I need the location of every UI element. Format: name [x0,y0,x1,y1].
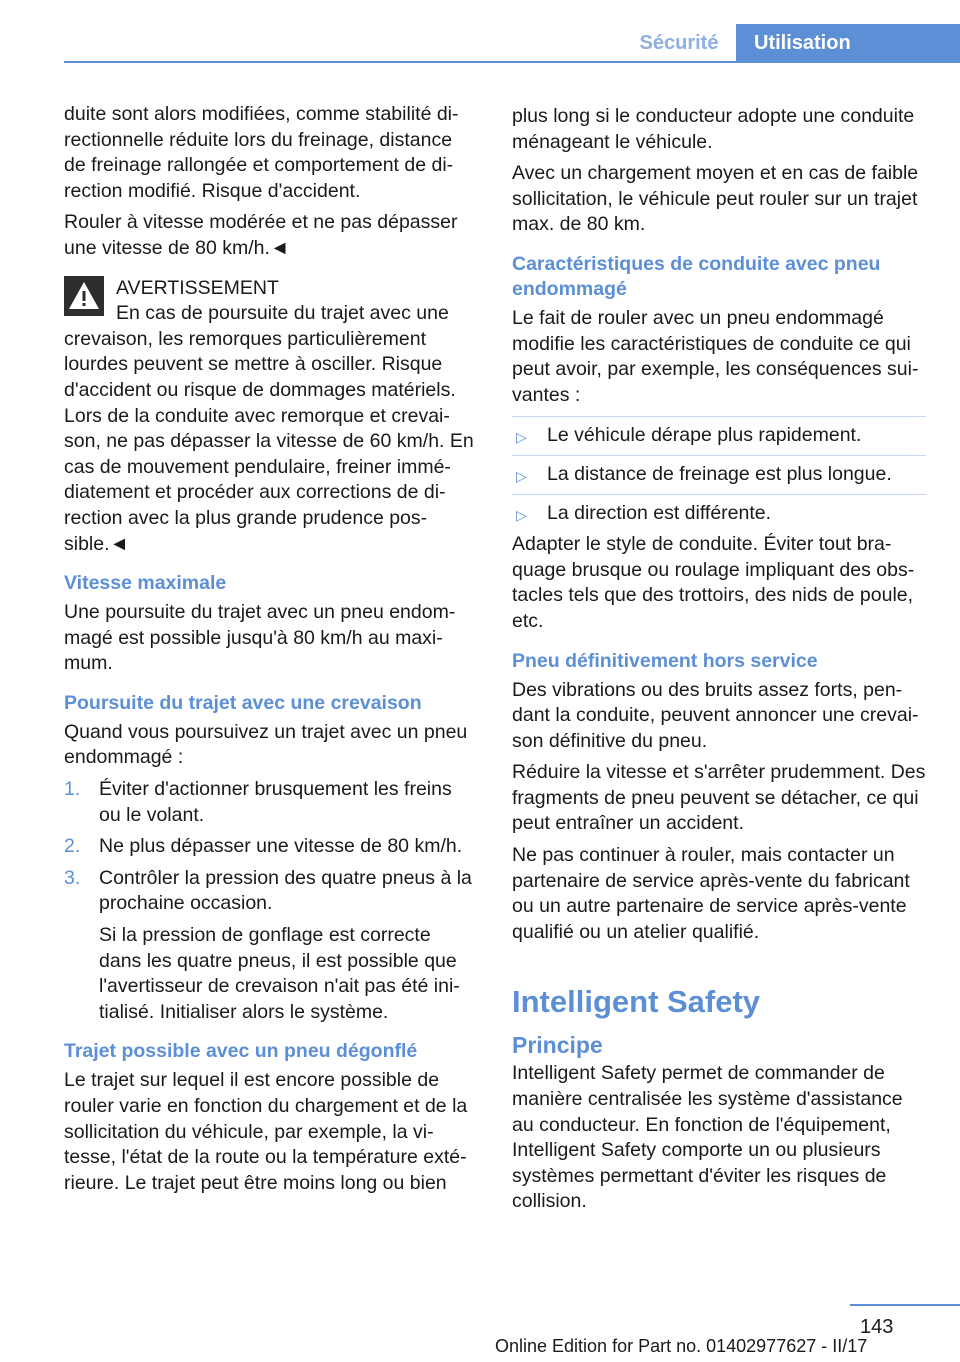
chapter-heading: Intelligent Safety [512,984,761,1020]
section-heading: Trajet possible avec un pneu dégonflé [64,1040,418,1063]
list-item [64,777,478,828]
triangle-bullet-icon: ▷ [516,467,527,484]
section-heading: Pneu définitivement hors service [512,649,818,672]
tab-utilisation[interactable]: Utilisation [736,24,960,62]
list-number: 3. [64,866,81,889]
paragraph: Intelligent Safety permet de commander de manière centralisée les système d'assistance au conducteur. En fonction de l'équipement, Intelligent Safety comporte un ou plusieurs systèmes permettant d'éviter les risques de collision. [512,1062,903,1213]
section-heading: Caractéristiques de conduite avec pneu endommagé [512,252,881,300]
paragraph: duite sont alors modifiées, comme stabilité di-rectionnelle réduite lors du freinage, distance de freinage rallongée et comportement de di-rection modifié. Risque d'accident. [64,103,459,202]
paragraph: Avec un chargement moyen et en cas de faible sollicitation, le véhicule peut rouler sur un trajet max. de 80 km. [512,162,919,236]
triangle-bullet-icon: ▷ [516,429,527,446]
triangle-bullet-icon: ▷ [516,506,527,523]
paragraph: Adapter le style de conduite. Éviter tout bra-quage brusque ou roulage impliquant des obs-tacles tels que des trottoirs, des nids de poule, etc. [512,533,915,632]
list-item-text: Le véhicule dérape plus rapidement. [547,424,862,447]
list-item-text: Contrôler la pression des quatre pneus à la prochaine occasion. [99,866,472,915]
list-item-text: La distance de freinage est plus longue. [547,462,892,485]
list-item [64,866,478,1026]
list-item [512,455,926,488]
list-item [512,416,926,449]
warning-block [64,276,478,558]
right-column [512,104,926,1221]
list-number: 1. [64,778,81,801]
numbered-list [64,777,478,1025]
list-item-text: Éviter d'actionner brusquement les freins ou le volant. [99,778,452,826]
list-item [512,494,926,527]
paragraph: Réduire la vitesse et s'arrêter prudemment. Des fragments de pneu peuvent se détacher, ce qui peut entraîner un accident. [512,761,926,835]
list-item [64,834,478,860]
tab-securite[interactable]: Sécurité [624,24,734,62]
warning-text-first: En cas de poursuite du trajet avec une [116,302,449,325]
list-item-text: La direction est différente. [547,501,772,524]
warning-triangle-icon [64,276,104,316]
paragraph: Des vibrations ou des bruits assez forts, pen-dant la conduite, peuvent annoncer une crevai-son définitive du pneu. [512,678,919,752]
list-item-text: Ne plus dépasser une vitesse de 80 km/h. [99,835,463,858]
section-heading: Vitesse maximale [64,572,227,595]
bullet-list [512,416,926,526]
paragraph: Ne pas continuer à rouler, mais contacter un partenaire de service après-vente du fabricant ou un autre partenaire de service après-vente qualifié ou un atelier qualifié. [512,844,910,943]
paragraph: Rouler à vitesse modérée et ne pas dépasser une vitesse de 80 km/h.◄ [64,211,458,259]
paragraph: Le trajet sur lequel il est encore possible de rouler varie en fonction du chargement et de la sollicitation du véhicule, par exemple, la vi-tesse, l'état de la route ou la température exté-rieure. Le trajet peut être moins long ou bien [64,1069,468,1194]
edition-footer: Online Edition for Part no. 01402977627 - II/17 [495,1336,868,1356]
warning-title: AVERTISSEMENT [116,276,279,299]
subsection-heading: Principe [512,1032,603,1059]
page-number: 143 [860,1316,894,1338]
warning-text: crevaison, les remorques particulièrement lourdes peuvent se mettre à osciller. Risque d'accident ou risque de dommages matériels. Lors de la conduite avec remorque et crevai-son, ne pas dépasser la vitesse de 60 km/h. En cas de mouvement pendulaire, freiner immé-diatement et procéder aux corrections de di-rection avec la plus grande prudence pos-sible.◄ [64,327,474,555]
left-column [64,102,478,1202]
list-item-subtext: Si la pression de gonflage est correcte dans les quatre pneus, il est possible que l'avertisseur de crevaison n'ait pas été ini-tialisé. Initialiser alors le système. [99,924,460,1023]
paragraph: Le fait de rouler avec un pneu endommagé modifie les caractéristiques de conduite ce qui peut avoir, par exemple, les conséquences sui-vantes : [512,306,919,406]
list-number: 2. [64,835,81,858]
paragraph: Quand vous poursuivez un trajet avec un pneu endommagé : [64,720,468,769]
paragraph: plus long si le conducteur adopte une conduite ménageant le véhicule. [512,105,915,153]
section-heading: Poursuite du trajet avec une crevaison [64,691,422,714]
page-number-rule [850,1304,960,1306]
header-rule [64,61,960,63]
paragraph: Une poursuite du trajet avec un pneu endom-magé est possible jusqu'à 80 km/h au maxi-mum. [64,601,456,675]
